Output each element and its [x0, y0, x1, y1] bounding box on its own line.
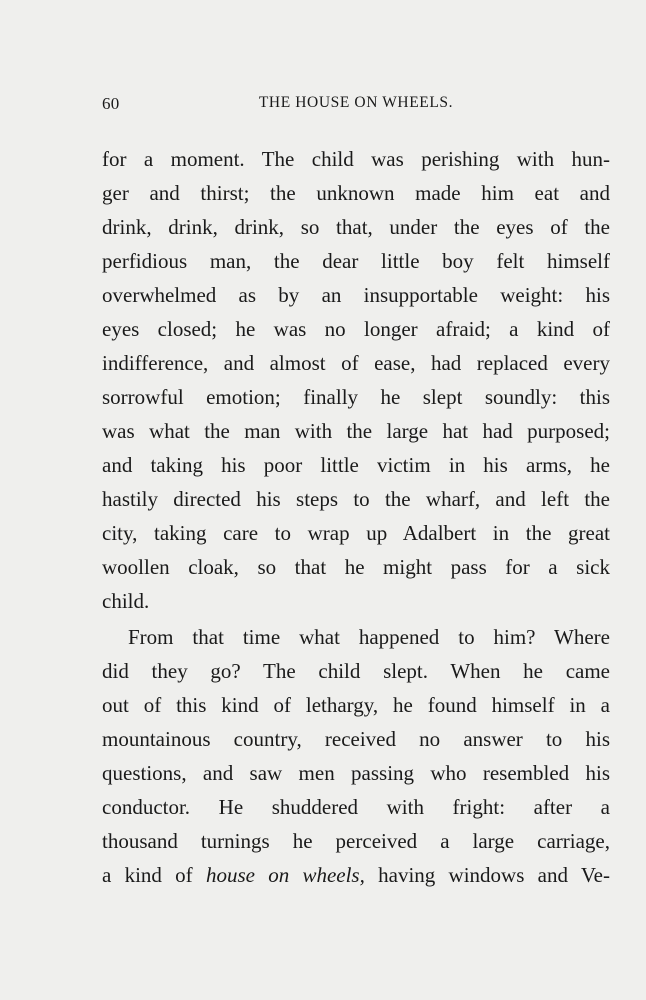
- text-line: From that time what happened to him? Where: [128, 625, 610, 649]
- text-line-final: [102, 858, 610, 892]
- text-line: child.: [102, 589, 150, 613]
- text-line: did they go? The child slept. When he came: [102, 659, 610, 683]
- text-line: indifference, and almost of ease, had replaced every: [102, 351, 610, 375]
- text-line: and taking his poor little victim in his arms, he: [102, 453, 610, 477]
- page-header: [102, 94, 610, 118]
- text-line: sorrowful emotion; finally he slept soundly: this: [102, 385, 610, 409]
- text-line: ger and thirst; the unknown made him eat and: [102, 181, 610, 205]
- text-segment: a kind of: [102, 863, 206, 887]
- paragraph: [102, 620, 610, 892]
- text-line: thousand turnings he perceived a large carriage,: [102, 829, 610, 853]
- text-line: questions, and saw men passing who resembled his: [102, 761, 610, 785]
- text-line: city, taking care to wrap up Adalbert in the great: [102, 521, 610, 545]
- italic-book-title: house on wheels,: [205, 863, 365, 887]
- text-line: perfidious man, the dear little boy felt himself: [102, 249, 610, 273]
- text-line: mountainous country, received no answer to his: [102, 727, 610, 751]
- text-line: eyes closed; he was no longer afraid; a kind of: [102, 317, 610, 341]
- text-line: conductor. He shuddered with fright: after a: [102, 795, 610, 819]
- text-line: hastily directed his steps to the wharf, and left the: [102, 487, 610, 511]
- running-title: THE HOUSE ON WHEELS.: [258, 94, 454, 111]
- text-line: woollen cloak, so that he might pass for a sick: [102, 555, 610, 579]
- text-line: was what the man with the large hat had purposed;: [102, 419, 610, 443]
- text-segment: having windows and Ve-: [364, 863, 610, 887]
- paragraph: [102, 142, 610, 618]
- text-line: out of this kind of lethargy, he found himself in a: [102, 693, 610, 717]
- text-line: overwhelmed as by an insupportable weight: his: [102, 283, 610, 307]
- body-text: [102, 142, 610, 892]
- text-line: for a moment. The child was perishing with hun-: [102, 147, 610, 171]
- page-number: 60: [102, 94, 120, 113]
- text-line: drink, drink, drink, so that, under the eyes of the: [102, 215, 610, 239]
